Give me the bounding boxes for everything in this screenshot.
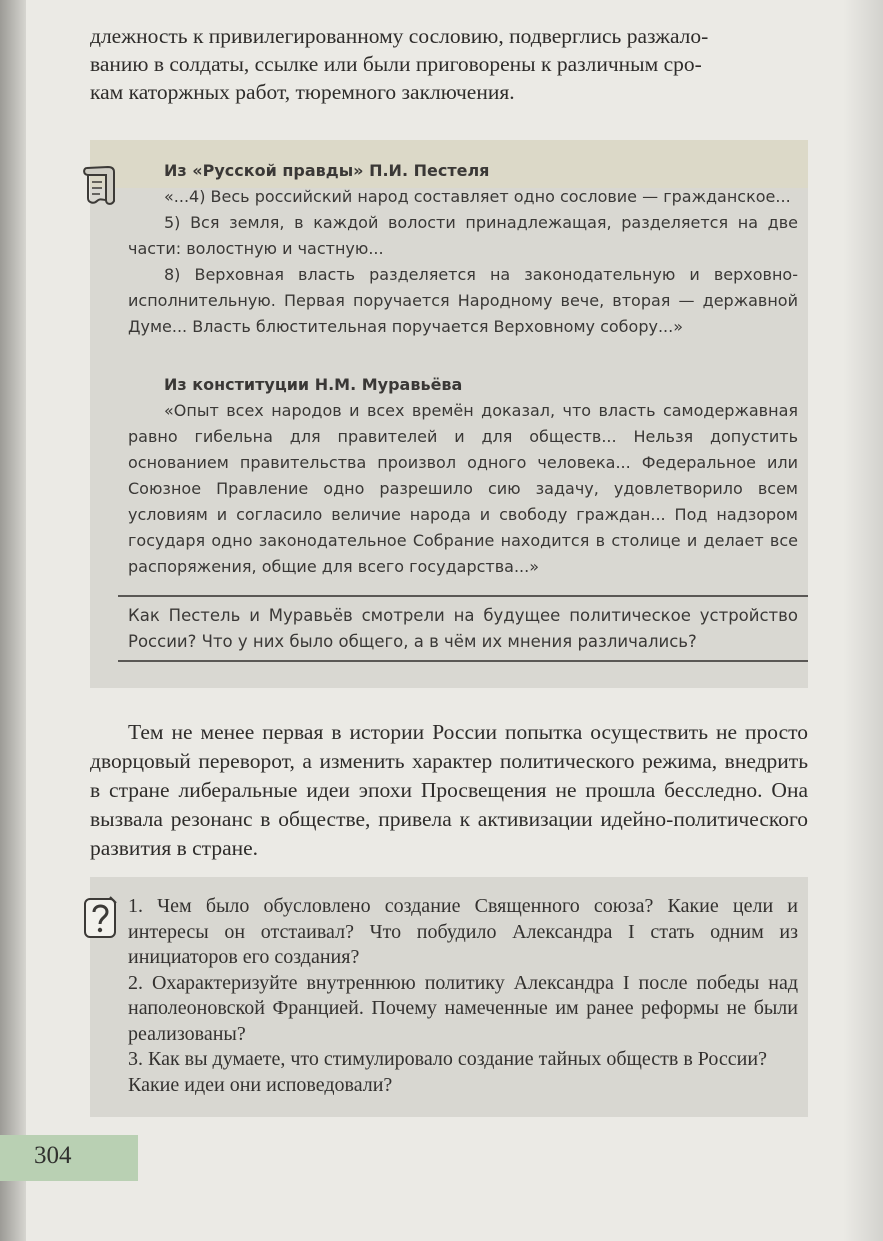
main-paragraph bbox=[90, 718, 808, 863]
question-item: 3. Как вы думаете, что стимулировало создание тайных обществ в России? Какие идеи они исповедовали? bbox=[128, 1048, 767, 1096]
page-binding-edge bbox=[0, 0, 26, 1241]
page-curl-shadow bbox=[843, 0, 883, 1241]
review-questions-list bbox=[128, 894, 798, 1098]
page-number-tab bbox=[0, 1135, 138, 1181]
pestel-point: 5) Вся земля, в каждой волости принадлежащая, разделяется на две части: волостную и частную... bbox=[128, 213, 798, 258]
intro-paragraph bbox=[90, 22, 808, 106]
intro-line: кам каторжных работ, тюремного заключения. bbox=[90, 80, 515, 104]
pestel-heading: Из «Русской правды» П.И. Пестеля bbox=[164, 161, 490, 180]
main-paragraph-text: Тем не менее первая в истории России попытка осуществить не просто дворцовый переворот, а изменить характер политического режима, внедрить в стране либеральные идеи эпохи Просвещения не прошла бесследно. Она вызвала резонанс в обществе, привела к активизации идейно-политического развития в стране. bbox=[90, 720, 808, 860]
divider-top bbox=[118, 595, 808, 597]
pestel-point: 8) Верховная власть разделяется на законодательную и верховно-исполнительную. Первая поручается Народному вече, вторая — державной Думе... Власть блюстительная поручается Верховному собору...» bbox=[128, 265, 798, 336]
question-item: 1. Чем было обусловлено создание Священного союза? Какие цели и интересы он отстаивал? Что побудило Александра I стать одним из инициаторов его создания? bbox=[128, 895, 798, 968]
pestel-point: «...4) Весь российский народ составляет одно сословие — гражданское... bbox=[164, 187, 791, 206]
divider-bottom bbox=[118, 660, 808, 662]
source-question: Как Пестель и Муравьёв смотрели на будущее политическое устройство России? Что у них было общего, а в чём их мнения различались? bbox=[128, 606, 798, 651]
page-number: 304 bbox=[34, 1142, 72, 1169]
intro-line: ванию в солдаты, ссылке или были приговорены к различным сро- bbox=[90, 52, 702, 76]
muravyov-excerpt bbox=[128, 372, 798, 580]
intro-line: длежность к привилегированному сословию, подверглись разжало- bbox=[90, 24, 709, 48]
question-item: 2. Охарактеризуйте внутреннюю политику Александра I после победы над наполеоновской Францией. Почему намеченные им ранее реформы не были реализованы? bbox=[128, 971, 798, 1045]
pestel-excerpt bbox=[128, 158, 798, 340]
question-mark-icon bbox=[80, 893, 122, 945]
scroll-document-icon bbox=[80, 162, 122, 208]
muravyov-text: «Опыт всех народов и всех времён доказал, что власть самодержавная равно гибельна для правителей и для обществ... Нельзя допустить основанием правительства произвол одного человека... Федеральное или Союзное Правление одно разрешило сию задачу, удовлетворило всем условиям и согласило величие народа и свободу граждан... Под надзором государя одно законодательное Собрание находится в столице и делает все распоряжения, общие для всего государства...» bbox=[128, 401, 798, 576]
muravyov-heading: Из конституции Н.М. Муравьёва bbox=[164, 375, 463, 394]
